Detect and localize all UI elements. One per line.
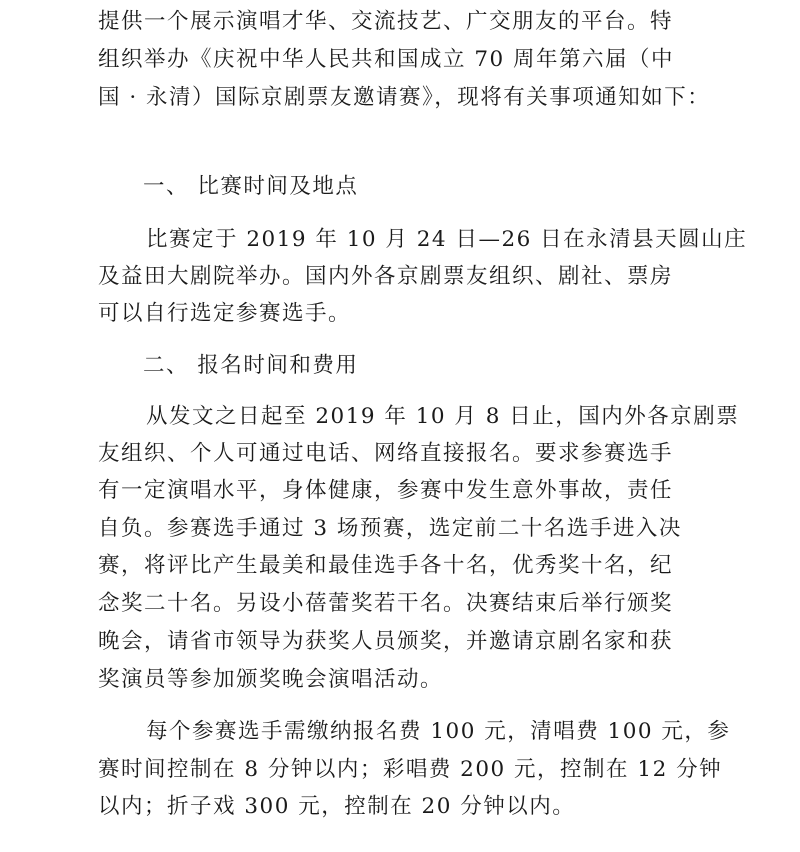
paragraph-line: 晚会，请省市领导为获奖人员颁奖，并邀请京剧名家和获 — [98, 629, 674, 654]
paragraph-line: 友组织、个人可通过电话、网络直接报名。要求参赛选手 — [98, 441, 674, 466]
intro-line: 组织举办《庆祝中华人民共和国成立 70 周年第六届（中 — [98, 47, 675, 72]
paragraph-line: 及益田大剧院举办。国内外各京剧票友组织、剧社、票房 — [98, 264, 674, 289]
paragraph-line: 赛时间控制在 8 分钟以内；彩唱费 200 元，控制在 12 分钟 — [98, 757, 723, 782]
paragraph-line: 念奖二十名。另设小蓓蕾奖若干名。决赛结束后举行颁奖 — [98, 591, 674, 616]
paragraph-line: 有一定演唱水平，身体健康，参赛中发生意外事故，责任 — [98, 478, 674, 503]
paragraph-line: 奖演员等参加颁奖晚会演唱活动。 — [98, 667, 444, 692]
paragraph-line: 自负。参赛选手通过 3 场预赛，选定前二十名选手进入决 — [98, 516, 682, 541]
paragraph-line: 比赛定于 2019 年 10 月 24 日—26 日在永清县天圆山庄 — [146, 227, 748, 252]
paragraph-line: 每个参赛选手需缴纳报名费 100 元，清唱费 100 元，参 — [146, 719, 731, 744]
section-heading: 一、 比赛时间及地点 — [143, 174, 359, 199]
paragraph-line: 可以自行选定参赛选手。 — [98, 301, 352, 326]
paragraph-line: 赛，将评比产生最美和最佳选手各十名，优秀奖十名，纪 — [98, 553, 674, 578]
intro-line: 提供一个展示演唱才华、交流技艺、广交朋友的平台。特 — [98, 9, 674, 34]
intro-line: 国 · 永清）国际京剧票友邀请赛》，现将有关事项通知如下： — [98, 85, 711, 110]
section-heading: 二、 报名时间和费用 — [143, 353, 359, 378]
paragraph-line: 以内；折子戏 300 元，控制在 20 分钟以内。 — [98, 794, 576, 819]
paragraph-line: 从发文之日起至 2019 年 10 月 8 日止，国内外各京剧票 — [146, 404, 740, 429]
